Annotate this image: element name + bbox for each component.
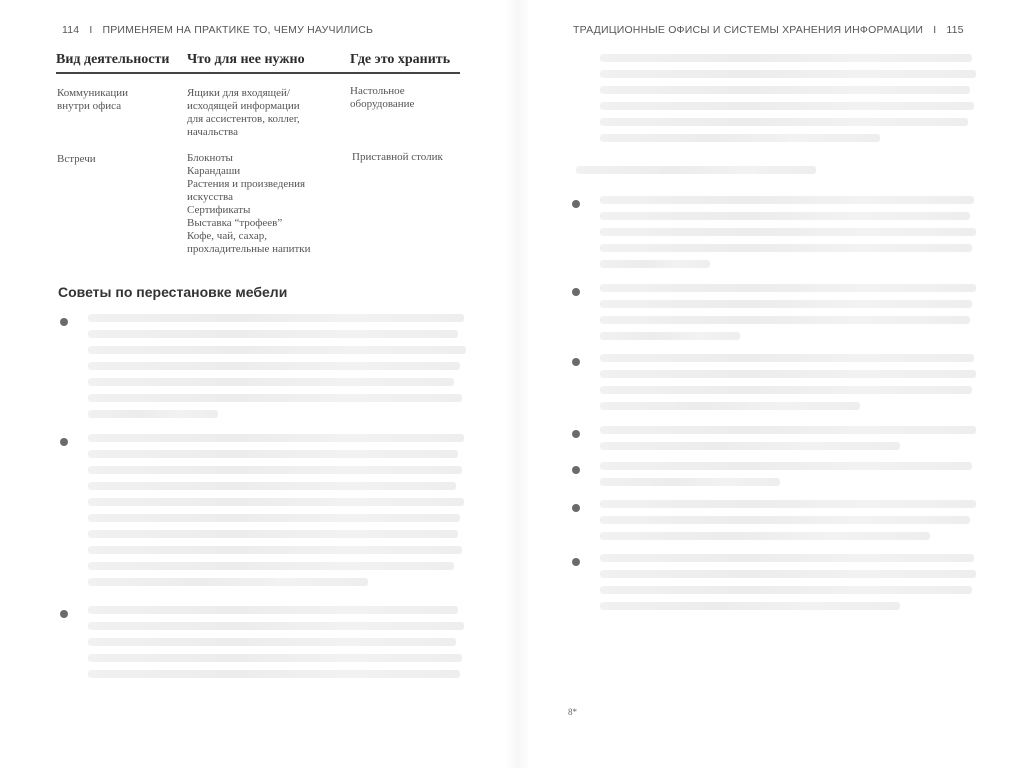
- faded-text-line: [88, 622, 464, 630]
- cell-line: Коммуникации: [57, 87, 128, 99]
- faded-text-line: [88, 606, 458, 614]
- table-header-storage: Где это хранить: [350, 52, 451, 67]
- faded-text-line: [88, 514, 460, 522]
- cell-line: Выставка “трофеев”: [187, 217, 283, 229]
- right-running-head: [573, 24, 964, 36]
- table-header-rule: [56, 72, 460, 74]
- table-header-activity: Вид деятельности: [56, 52, 170, 67]
- faded-text-line: [88, 562, 454, 570]
- right-head-separator: I: [933, 24, 937, 36]
- faded-text-line: [600, 212, 970, 220]
- faded-text-line: [600, 500, 976, 508]
- cell-line: Встречи: [57, 153, 96, 165]
- faded-text-line: [88, 578, 368, 586]
- bullet-icon: [60, 318, 68, 326]
- cell-line: начальства: [187, 126, 238, 138]
- faded-text-line: [576, 166, 816, 174]
- bullet-icon: [572, 288, 580, 296]
- left-head-separator: I: [89, 24, 93, 36]
- faded-text-line: [600, 70, 976, 78]
- faded-text-line: [600, 244, 972, 252]
- table-row-2-needs: [187, 152, 311, 256]
- faded-text-line: [88, 530, 458, 538]
- bullet-icon: [572, 558, 580, 566]
- table-row-2-storage: [352, 151, 443, 164]
- faded-text-line: [600, 386, 972, 394]
- faded-text-line: [88, 394, 462, 402]
- bullet-icon: [60, 610, 68, 618]
- faded-text-line: [600, 570, 976, 578]
- cell-line: внутри офиса: [57, 100, 122, 112]
- faded-text-line: [88, 346, 466, 354]
- faded-text-line: [600, 554, 974, 562]
- cell-line: Приставной столик: [352, 151, 443, 163]
- faded-text-line: [600, 602, 900, 610]
- cell-line: Настольное: [350, 85, 405, 97]
- bullet-icon: [572, 358, 580, 366]
- cell-line: Карандаши: [187, 165, 241, 177]
- cell-line: оборудование: [350, 98, 415, 110]
- cell-line: исходящей информации: [187, 100, 300, 112]
- printer-signature-mark: 8*: [568, 707, 577, 717]
- table-row-2-activity: [57, 153, 96, 166]
- faded-text-line: [88, 434, 464, 442]
- faded-text-line: [600, 354, 974, 362]
- cell-line: Блокноты: [187, 152, 233, 164]
- section-title: Советы по перестановке мебели: [58, 284, 288, 300]
- faded-text-line: [600, 284, 976, 292]
- faded-text-line: [600, 332, 740, 340]
- right-page: [516, 0, 1031, 768]
- faded-text-line: [600, 586, 972, 594]
- faded-text-line: [88, 498, 464, 506]
- faded-text-line: [88, 362, 460, 370]
- faded-text-line: [600, 442, 900, 450]
- cell-line: Ящики для входящей/: [187, 87, 290, 99]
- bullet-icon: [60, 438, 68, 446]
- faded-text-line: [600, 370, 976, 378]
- faded-text-line: [88, 330, 458, 338]
- left-head-title: ПРИМЕНЯЕМ НА ПРАКТИКЕ ТО, ЧЕМУ НАУЧИЛИСЬ: [102, 24, 374, 36]
- faded-text-line: [600, 118, 968, 126]
- cell-line: Растения и произведения: [187, 178, 306, 190]
- faded-text-line: [600, 134, 880, 142]
- faded-text-line: [88, 654, 462, 662]
- left-running-head: [62, 24, 373, 36]
- faded-text-line: [88, 638, 456, 646]
- bullet-icon: [572, 200, 580, 208]
- cell-line: искусства: [187, 191, 233, 203]
- cell-line: прохладительные напитки: [187, 243, 311, 255]
- table-row-1-needs: [187, 87, 300, 139]
- faded-text-line: [600, 532, 930, 540]
- table-header-needs: Что для нее нужно: [187, 52, 305, 67]
- faded-text-line: [88, 670, 460, 678]
- right-head-title: ТРАДИЦИОННЫЕ ОФИСЫ И СИСТЕМЫ ХРАНЕНИЯ ИНФОРМАЦИИ: [573, 24, 924, 36]
- bullet-icon: [572, 430, 580, 438]
- faded-text-line: [600, 102, 974, 110]
- table-row-1-storage: [350, 85, 414, 111]
- faded-text-line: [600, 300, 972, 308]
- table-row-1-activity: [57, 87, 128, 113]
- left-page: [0, 0, 515, 768]
- faded-text-line: [600, 196, 974, 204]
- faded-text-line: [88, 410, 218, 418]
- faded-text-line: [600, 402, 860, 410]
- faded-text-line: [600, 86, 970, 94]
- faded-text-line: [88, 378, 454, 386]
- faded-text-line: [88, 546, 462, 554]
- faded-text-line: [600, 462, 972, 470]
- faded-text-line: [88, 466, 462, 474]
- faded-text-line: [600, 516, 970, 524]
- faded-text-line: [600, 316, 970, 324]
- faded-text-line: [600, 260, 710, 268]
- cell-line: Сертификаты: [187, 204, 251, 216]
- bullet-icon: [572, 504, 580, 512]
- faded-text-line: [600, 54, 972, 62]
- faded-text-line: [88, 482, 456, 490]
- faded-text-line: [88, 314, 464, 322]
- faded-text-line: [600, 426, 976, 434]
- faded-text-line: [600, 228, 976, 236]
- right-page-number: 115: [946, 24, 964, 36]
- left-page-number: 114: [62, 24, 80, 36]
- faded-text-line: [88, 450, 458, 458]
- faded-text-line: [600, 478, 780, 486]
- cell-line: для ассистентов, коллег,: [187, 113, 300, 125]
- bullet-icon: [572, 466, 580, 474]
- cell-line: Кофе, чай, сахар,: [187, 230, 267, 242]
